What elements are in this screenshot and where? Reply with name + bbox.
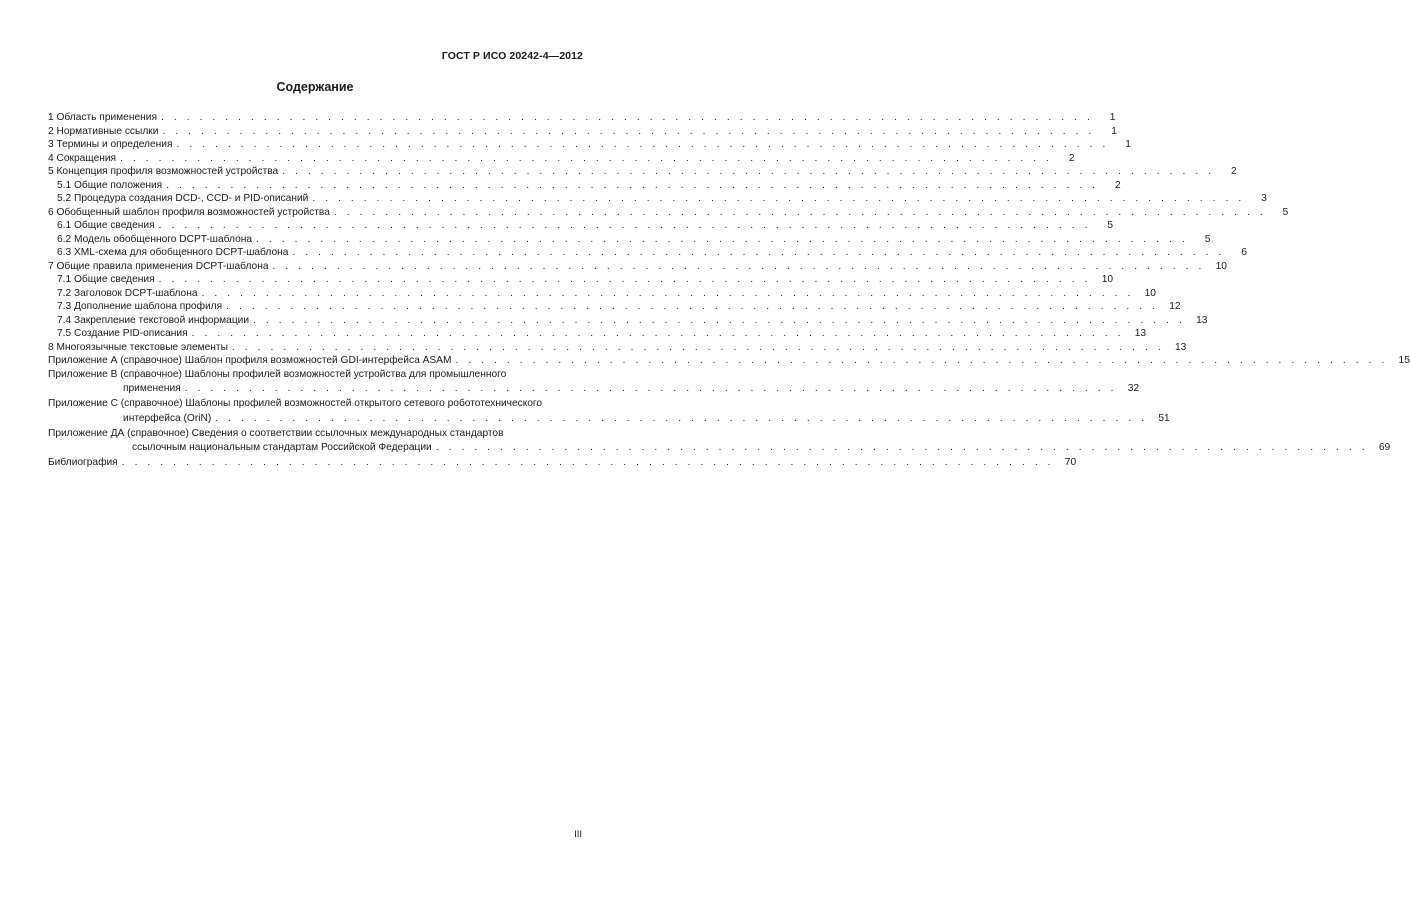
- toc-entry[interactable]: [48, 165, 1237, 179]
- toc-leader-dots: . . . . . . . . . . . . . . . . . . . . . . . . . . . . . . . . . . . . . . . . . . . . . . . . . . . . . . . . . . . . . . . . . . . . . . . . .: [292, 247, 1225, 258]
- toc-entry-page: 1: [1109, 112, 1116, 123]
- toc-entry-appendix[interactable]: [48, 427, 1391, 457]
- toc-entry-title: 6.2 Модель обобщенного DCPT-шаблона: [57, 233, 253, 245]
- toc-leader-dots: . . . . . . . . . . . . . . . . . . . . . . . . . . . . . . . . . . . . . . . . . . . . . . . . . . . . . . . . . . . . . . . . . . . . . . . . .: [455, 355, 1388, 366]
- toc-entry-page: 13: [1134, 328, 1147, 339]
- toc-leader-dots: . . . . . . . . . . . . . . . . . . . . . . . . . . . . . . . . . . . . . . . . . . . . . . . . . . . . . . . . . . . . . . . . . . . . . . . . .: [256, 233, 1189, 245]
- toc-entry[interactable]: [48, 192, 1267, 206]
- toc-leader-dots: . . . . . . . . . . . . . . . . . . . . . . . . . . . . . . . . . . . . . . . . . . . . . . . . . . . . . . . . . . . . . . . . . . . . . . . . .: [435, 442, 1369, 453]
- toc-entry-title: 5 Концепция профиля возможностей устройства: [48, 166, 279, 177]
- toc-entry-page: 5: [1107, 220, 1114, 231]
- toc-entry-page: 15: [1398, 355, 1410, 366]
- toc-entry[interactable]: [48, 219, 1114, 233]
- toc-entry-title-cont: ссылочным национальным стандартам Российской Федерации: [132, 442, 432, 453]
- toc-entry-title: 6.3 XML-схема для обобщенного DCPT-шаблона: [57, 247, 289, 258]
- toc-entry[interactable]: [48, 246, 1247, 260]
- toc-entry-title: 7.1 Общие сведения: [57, 274, 155, 285]
- toc-entry-page: 12: [1169, 301, 1181, 312]
- toc-leader-dots: . . . . . . . . . . . . . . . . . . . . . . . . . . . . . . . . . . . . . . . . . . . . . . . . . . . . . . . . . . . . . . . . . . . . . . . . .: [312, 193, 1245, 204]
- toc-leader-dots: . . . . . . . . . . . . . . . . . . . . . . . . . . . . . . . . . . . . . . . . . . . . . . . . . . . . . . . . . . . . . . . . . . . . . . . . .: [158, 220, 1092, 231]
- toc-entry-title: 7.4 Закрепление текстовой информации: [57, 314, 250, 326]
- toc-entry[interactable]: [48, 138, 1131, 152]
- toc-leader-dots: . . . . . . . . . . . . . . . . . . . . . . . . . . . . . . . . . . . . . . . . . . . . . . . . . . . . . . . . . . . . . . . . . . . . . . . . .: [166, 179, 1099, 191]
- toc-entry-title: 5.2 Процедура создания DCD-, CCD- и PID-описаний: [57, 193, 309, 204]
- toc-leader-dots: . . . . . . . . . . . . . . . . . . . . . . . . . . . . . . . . . . . . . . . . . . . . . . . . . . . . . . . . . . . . . . . . . . . . . . . . .: [160, 112, 1094, 123]
- toc-entry[interactable]: [48, 327, 1147, 341]
- toc-leader-dots: . . . . . . . . . . . . . . . . . . . . . . . . . . . . . . . . . . . . . . . . . . . . . . . . . . . . . . . . . . . . . . . . . . . . . . . . .: [253, 314, 1186, 326]
- toc-entry-title: Приложение В (справочное) Шаблоны профилей возможностей устройства для промышленного: [48, 368, 507, 380]
- toc-entry-page: 69: [1378, 442, 1391, 453]
- toc-entry-title: 4 Сокращения: [48, 152, 117, 164]
- toc-entry-title-cont: интерфейса (OriN): [123, 412, 212, 424]
- toc-leader-dots: . . . . . . . . . . . . . . . . . . . . . . . . . . . . . . . . . . . . . . . . . . . . . . . . . . . . . . . . . . . . . . . . . . . . . . . . .: [176, 139, 1109, 150]
- toc-entry-page: 10: [1101, 274, 1114, 285]
- toc-leader-dots: . . . . . . . . . . . . . . . . . . . . . . . . . . . . . . . . . . . . . . . . . . . . . . . . . . . . . . . . . . . . . . . . . . . . . . . . .: [226, 301, 1159, 312]
- toc-entry-page: 1: [1111, 125, 1117, 137]
- toc-leader-dots: . . . . . . . . . . . . . . . . . . . . . . . . . . . . . . . . . . . . . . . . . . . . . . . . . . . . . . . . . . . . . . . . . . . . . . . . .: [272, 260, 1205, 272]
- toc-entry-page: 51: [1158, 412, 1170, 424]
- toc-entry-page: 10: [1215, 260, 1227, 272]
- toc-entry[interactable]: [48, 354, 1410, 368]
- toc-entry-page: 32: [1127, 383, 1140, 394]
- toc-entry-title: 7 Общие правила применения DCPT-шаблона: [48, 260, 269, 272]
- toc-entry-page: 13: [1174, 341, 1187, 353]
- toc-entry[interactable]: [48, 179, 1121, 193]
- toc-entry[interactable]: [48, 260, 1227, 274]
- toc-entry[interactable]: [48, 111, 1116, 125]
- toc-entry-appendix[interactable]: [48, 397, 1170, 427]
- toc-entry-title: 6 Обобщенный шаблон профиля возможностей устройства: [48, 206, 330, 218]
- toc-entry-page: 2: [1068, 152, 1075, 164]
- table-of-contents: [48, 111, 1410, 470]
- toc-entry[interactable]: [48, 206, 1289, 220]
- toc-entry-page: 1: [1125, 139, 1131, 150]
- standard-header: ГОСТ Р ИСО 20242-4—2012: [441, 50, 583, 62]
- toc-entry-title: Библиография: [48, 457, 118, 468]
- toc-entry[interactable]: [48, 125, 1117, 139]
- toc-entry-title: 1 Область применения: [48, 112, 157, 123]
- toc-entry-title: 3 Термины и определения: [48, 139, 173, 150]
- toc-entry-page: 10: [1144, 287, 1156, 299]
- toc-entry-title: 7.2 Заголовок DCPT-шаблона: [57, 287, 198, 299]
- toc-leader-dots: . . . . . . . . . . . . . . . . . . . . . . . . . . . . . . . . . . . . . . . . . . . . . . . . . . . . . . . . . . . . . . . . . . . . . . . . .: [120, 152, 1053, 164]
- toc-entry-appendix[interactable]: [48, 368, 1140, 398]
- toc-entry-title: 5.1 Общие положения: [57, 179, 163, 191]
- toc-leader-dots: . . . . . . . . . . . . . . . . . . . . . . . . . . . . . . . . . . . . . . . . . . . . . . . . . . . . . . . . . . . . . . . . . . . . . . . . .: [191, 328, 1125, 339]
- toc-leader-dots: . . . . . . . . . . . . . . . . . . . . . . . . . . . . . . . . . . . . . . . . . . . . . . . . . . . . . . . . . . . . . . . . . . . . . . . . .: [333, 206, 1267, 218]
- toc-leader-dots: . . . . . . . . . . . . . . . . . . . . . . . . . . . . . . . . . . . . . . . . . . . . . . . . . . . . . . . . . . . . . . . . . . . . . . . . .: [121, 457, 1055, 468]
- toc-entry-title: Приложение С (справочное) Шаблоны профилей возможностей открытого сетевого робототехнического: [48, 398, 543, 409]
- toc-entry-title: 7.5 Создание PID-описания: [57, 328, 188, 339]
- toc-leader-dots: . . . . . . . . . . . . . . . . . . . . . . . . . . . . . . . . . . . . . . . . . . . . . . . . . . . . . . . . . . . . . . . . . . . . . . . . .: [162, 125, 1095, 137]
- page-number: III: [574, 829, 582, 840]
- toc-entry-page: 2: [1230, 166, 1237, 177]
- toc-entry-title: 6.1 Общие сведения: [57, 220, 155, 231]
- toc-entry-page: 70: [1064, 457, 1077, 468]
- page-title: Содержание: [276, 80, 354, 94]
- toc-leader-dots: . . . . . . . . . . . . . . . . . . . . . . . . . . . . . . . . . . . . . . . . . . . . . . . . . . . . . . . . . . . . . . . . . . . . . . . . .: [184, 383, 1118, 394]
- toc-entry-title: 8 Многоязычные текстовые элементы: [48, 341, 228, 353]
- toc-entry-page: 2: [1114, 179, 1121, 191]
- toc-entry-page: 5: [1282, 206, 1289, 218]
- toc-leader-dots: . . . . . . . . . . . . . . . . . . . . . . . . . . . . . . . . . . . . . . . . . . . . . . . . . . . . . . . . . . . . . . . . . . . . . . . . .: [215, 412, 1148, 424]
- toc-entry[interactable]: [48, 273, 1114, 287]
- toc-entry[interactable]: [48, 300, 1181, 314]
- toc-entry[interactable]: [48, 341, 1187, 355]
- toc-entry-page: 6: [1241, 247, 1247, 258]
- toc-leader-dots: . . . . . . . . . . . . . . . . . . . . . . . . . . . . . . . . . . . . . . . . . . . . . . . . . . . . . . . . . . . . . . . . . . . . . . . . .: [201, 287, 1134, 299]
- toc-entry[interactable]: [48, 152, 1075, 166]
- toc-entry[interactable]: [48, 287, 1156, 301]
- toc-entry[interactable]: [48, 233, 1211, 247]
- toc-entry[interactable]: [48, 314, 1208, 328]
- toc-entry[interactable]: [48, 456, 1077, 470]
- toc-entry-title: Приложение ДА (справочное) Сведения о соответствии ссылочных международных стандартов: [48, 427, 504, 439]
- toc-entry-page: 13: [1196, 314, 1208, 326]
- toc-entry-page: 3: [1261, 193, 1267, 204]
- toc-leader-dots: . . . . . . . . . . . . . . . . . . . . . . . . . . . . . . . . . . . . . . . . . . . . . . . . . . . . . . . . . . . . . . . . . . . . . . . . .: [158, 274, 1092, 285]
- toc-entry-page: 5: [1204, 233, 1211, 245]
- toc-entry-title: Приложение А (справочное) Шаблон профиля возможностей GDI-интерфейса ASAM: [48, 355, 452, 366]
- toc-entry-title: 2 Нормативные ссылки: [48, 125, 159, 137]
- toc-leader-dots: . . . . . . . . . . . . . . . . . . . . . . . . . . . . . . . . . . . . . . . . . . . . . . . . . . . . . . . . . . . . . . . . . . . . . . . . .: [282, 166, 1215, 177]
- toc-entry-title-cont: применения: [123, 383, 181, 394]
- toc-entry-title: 7.3 Дополнение шаблона профиля: [57, 301, 223, 312]
- toc-leader-dots: . . . . . . . . . . . . . . . . . . . . . . . . . . . . . . . . . . . . . . . . . . . . . . . . . . . . . . . . . . . . . . . . . . . . . . . . .: [231, 341, 1165, 353]
